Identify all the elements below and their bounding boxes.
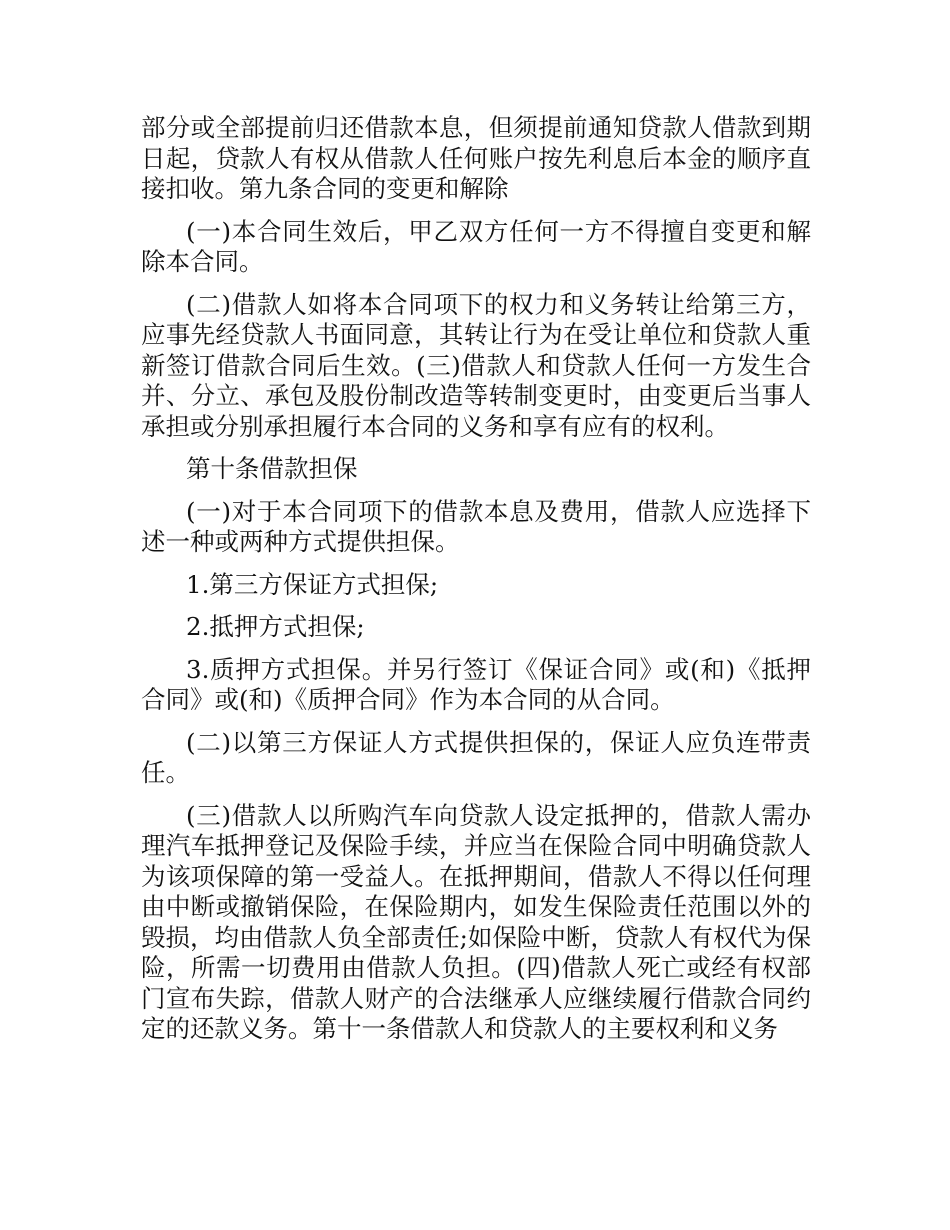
- paragraph-transfer-rights: (二)借款人如将本合同项下的权力和义务转让给第三方，应事先经贷款人书面同意，其转让行为在受让单位和贷款人重新签订借款合同后生效。(三)借款人和贷款人任何一方发生合并、分立、承包及股份制改造等转制变更时，由变更后当事人承担或分别承担履行本合同的义务和享有应有的权利。: [141, 289, 811, 441]
- section-heading-loan-guarantee: 第十条借款担保: [186, 454, 358, 483]
- list-item-mortgage-guarantee: 2.抵押方式担保;: [186, 612, 365, 641]
- list-item-pledge-guarantee: 3.质押方式担保。并另行签订《保证合同》或(和)《抵押合同》或(和)《质押合同》作为本合同的从合同。: [141, 654, 811, 714]
- paragraph-contract-no-change: (一)本合同生效后，甲乙双方任何一方不得擅自变更和解除本合同。: [141, 216, 811, 276]
- paragraph-vehicle-mortgage: (三)借款人以所购汽车向贷款人设定抵押的，借款人需办理汽车抵押登记及保险手续，并应当在保险合同中明确贷款人为该项保障的第一受益人。在抵押期间，借款人不得以任何理由中断或撤销保险，在保险期内，如发生保险责任范围以外的毁损，均由借款人负全部责任;如保险中断，贷款人有权代为保险，所需一切费用由借款人负担。(四)借款人死亡或经有权部门宣布失踪，借款人财产的合法继承人应继续履行借款合同约定的还款义务。第十一条借款人和贷款人的主要权利和义务: [141, 800, 811, 1043]
- paragraph-guarantor-liability: (二)以第三方保证人方式提供担保的，保证人应负连带责任。: [141, 727, 811, 787]
- paragraph-guarantee-methods: (一)对于本合同项下的借款本息及费用，借款人应选择下述一种或两种方式提供担保。: [141, 496, 811, 556]
- paragraph-loan-repayment-clause: 部分或全部提前归还借款本息，但须提前通知贷款人借款到期日起，贷款人有权从借款人任何账户按先利息后本金的顺序直接扣收。第九条合同的变更和解除: [141, 113, 811, 203]
- list-item-third-party-guarantee: 1.第三方保证方式担保;: [186, 569, 439, 599]
- document-body: [141, 113, 811, 1057]
